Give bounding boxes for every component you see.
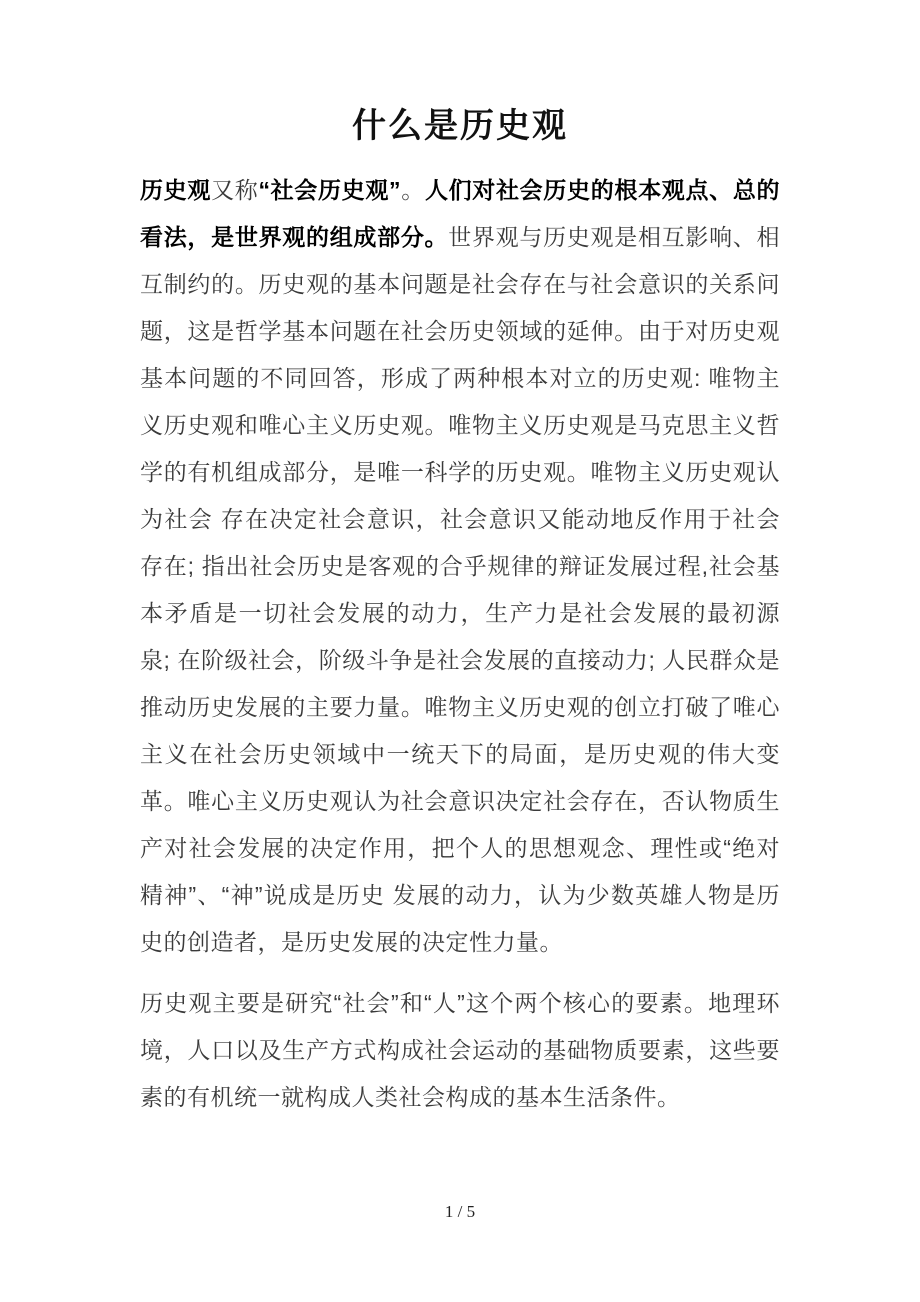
page-number: 1 / 5 — [444, 1202, 476, 1221]
text-run: 。 — [401, 177, 425, 203]
text-run-bold: “社会历史观” — [258, 177, 402, 203]
document-title: 什么是历史观 — [352, 108, 568, 145]
text-run-bold: 历史观 — [140, 177, 212, 203]
paragraph-2: 历史观主要是研究“社会”和“人”这个两个核心的要素。地理环境，人口以及生产方式构成社会运动的基础物质要素，这些要素的有机统一就构成人类社会构成的基本生活条件。 — [140, 990, 780, 1110]
text-run-bold: 人们对社会历史的根本观点、总的看法，是世界观的组成部分。 — [140, 177, 781, 250]
text-run: 世界观与历史观是相互影响、相互制约的。历史观的基本问题是社会存在与社会意识的关系问题，这是哲学基本问题在社会历史领域的延伸。由于对历史观基本问题的不同回答，形成了两种根本对立的历史观: 唯物主义历史观和唯心主义历史观。唯物主义历史观是马克思主义哲学的有机组成部分，是唯一科学的历史观。唯物主义历史观认为社会 存在决定社会意识，社会意识又能动地反作用于社会存在; 指出社会历史是客观的合乎规律的辩证发展过程,社会基本矛盾是一切社会发展的动力，生产力是社会发展的最初源泉; 在阶级社会，阶级斗争是社会发展的直接动力; 人民群众是推动历史发展的主要力量。唯物主义历史观的创立打破了唯心主义在社会历史领域中一统天下的局面，是历史观的伟大变革。唯心主义历史观认为社会意识决定社会存在，否认物质生产对社会发展的决定作用，把个人的思想观念、理性或“绝对精神”、“神”说成是历史 发展的动力，认为少数英雄人物是历史的创造者，是历史发展的决定性力量。 — [140, 224, 781, 955]
text-run: 又称 — [211, 177, 259, 203]
paragraph-1 — [140, 167, 780, 966]
